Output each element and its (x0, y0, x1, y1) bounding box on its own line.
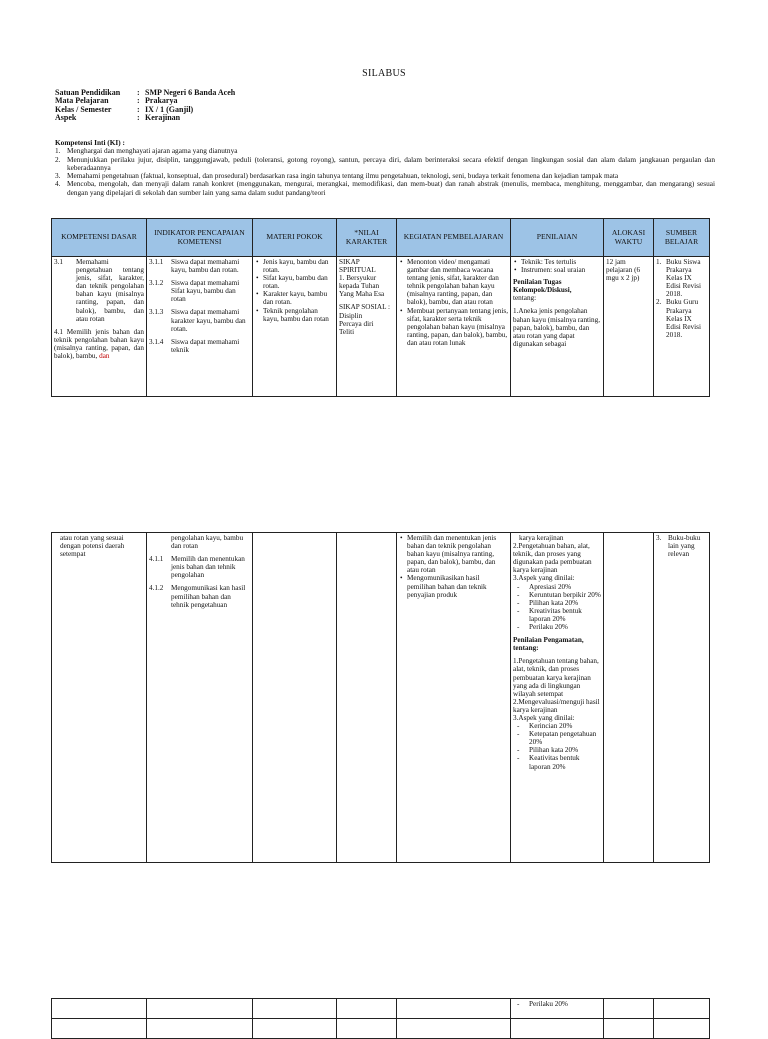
pengamatan-item-2: 2.Mengevaluasi/menguji hasil karya kerajinan (513, 697, 600, 714)
indikator-num: 3.1.4 (149, 337, 164, 346)
penilaian-item: • Teknik: Tes tertulis (521, 258, 601, 266)
sikap-sosial-head: SIKAP SOSIAL : (339, 303, 390, 312)
indikator-item (149, 279, 250, 303)
sumber-cell (654, 533, 710, 863)
kegiatan-item: • Memilih dan menentukan jenis bahan dan teknik pengolahan bahan kayu (misalnya ranting, papan, dan balok), bambu, dan atau rotan (407, 534, 508, 574)
ki-item (55, 156, 715, 173)
aspek-item: - Pilihan kata 20% (517, 598, 579, 607)
indikator-num: 3.1.2 (149, 279, 164, 288)
penilaian-item-3: 3.Aspek yang dinilai: (513, 574, 575, 583)
silabus-table-page-1 (51, 218, 710, 397)
sumber-text: Buku Siswa Prakarya Kelas IX Edisi Revisi 2018. (666, 258, 701, 299)
header-kompetensi-dasar: KOMPETENSI DASAR (52, 219, 147, 257)
sumber-text: Buku Guru Prakarya Kelas IX Edisi Revisi 2018. (666, 298, 701, 339)
indikator-text: Siswa dapat memahami teknik (171, 337, 240, 354)
sikap-spiritual-item: 1. Bersyukur kepada Tuhan Yang Maha Esa (339, 274, 385, 299)
info-value: Kerajinan (145, 113, 181, 123)
penilaian-pengamatan-heading: Penilaian Pengamatan, tentang: (513, 636, 584, 653)
aspek-item: - Pilihan kata 20% (517, 746, 579, 755)
info-row-aspek (55, 114, 235, 122)
header-indikator: INDIKATOR PENCAPAIAN KOMETENSI (147, 219, 253, 257)
kegiatan-list (399, 534, 508, 599)
ki-item (55, 180, 715, 197)
kd-cell (52, 257, 147, 397)
materi-cell (253, 257, 337, 397)
document-info (55, 89, 235, 123)
indikator-text: Siswa dapat memahami kayu, bambu dan rotan. (171, 258, 240, 275)
sumber-num: 3. (656, 534, 662, 542)
penilaian-cell (511, 999, 604, 1019)
materi-item: • Teknik pengolahan kayu, bambu dan rotan (263, 307, 334, 323)
ki-num: 3. (55, 171, 61, 181)
indikator-num: 4.1.1 (149, 555, 164, 564)
sumber-cell (654, 999, 710, 1019)
nilai-cell (337, 999, 397, 1019)
penilaian-continuation: karya kerajinan (519, 534, 564, 542)
info-colon: : (137, 113, 140, 123)
sikap-sosial-item: Teliti (339, 327, 355, 336)
table-header-row (52, 219, 710, 257)
materi-list (255, 258, 334, 323)
sumber-item (656, 534, 707, 558)
sumber-cell (654, 1019, 710, 1039)
kegiatan-item: • Membuat pertanyaan tentang jenis, sifat, karakter serta teknik pengolahan bahan kayu (misalnya ranting, papan, dan balok), bambu, dan atau rotan lunak (407, 307, 508, 347)
sumber-cell (654, 257, 710, 397)
indikator-cell (147, 1019, 253, 1039)
kd-continuation: atau rotan yang sesuai dengan potensi daerah setempat (60, 534, 125, 559)
header-sumber: SUMBER BELAJAR (654, 219, 710, 257)
kd-cell (52, 533, 147, 863)
penilaian-item: • Instrumen: soal uraian (521, 266, 601, 274)
aspek-item: - Apresiasi 20% (517, 582, 572, 591)
penilaian-list (513, 258, 601, 274)
page-title: SILABUS (362, 68, 406, 79)
kd-red-text: dan (99, 352, 110, 361)
indikator-num: 4.1.2 (149, 584, 164, 593)
info-label: Mata Pelajaran (55, 96, 109, 106)
header-alokasi: ALOKASI WAKTU (604, 219, 654, 257)
silabus-table-page-3 (51, 998, 710, 1039)
penilaian-item-1: 1.Aneka jenis pengolahan bahan kayu (misalnya ranting, papan, balok), bambu, dan atau rotan yang dapat digunakan sebagai (513, 307, 601, 348)
pengamatan-item-3: 3.Aspek yang dinilai: (513, 713, 575, 722)
kd-text: Memahami pengetahuan tentang jenis, sifat, karakter, dan teknik pengolahan bahan kayu (misalnya ranting, papan, dan balok), bambu, dan atau rotan (76, 258, 144, 323)
alokasi-cell (604, 257, 654, 397)
aspek-item: - Kerincian 20% (517, 722, 573, 731)
indikator-num: 3.1.1 (149, 258, 164, 266)
materi-item: • Karakter kayu, bambu dan rotan. (263, 290, 334, 306)
kegiatan-list (399, 258, 508, 347)
aspek-item: - Keativitas bentuk laporan 20% (517, 754, 580, 771)
indikator-num: 3.1.3 (149, 308, 164, 317)
kegiatan-cell (397, 999, 511, 1019)
aspek-item: - Perilaku 20% (517, 1000, 568, 1008)
indikator-cell (147, 999, 253, 1019)
sikap-spiritual-head: SIKAP SPIRITUAL (339, 258, 376, 275)
indikator-item (149, 338, 250, 354)
info-colon: : (137, 96, 140, 106)
nilai-cell (337, 533, 397, 863)
sikap-sosial-item: Disiplin (339, 311, 363, 320)
silabus-table-page-2 (51, 532, 710, 863)
kd-4-1 (54, 328, 144, 360)
info-value: SMP Negeri 6 Banda Aceh (145, 88, 236, 97)
header-kegiatan: KEGIATAN PEMBELAJARAN (397, 219, 511, 257)
indikator-item (149, 308, 250, 332)
kegiatan-item: • Mengomunikasikan hasil pemilihan bahan dan teknik penyajian produk (407, 574, 508, 598)
indikator-text: Siswa dapat memahami karakter kayu, bambu dan rotan. (171, 308, 246, 333)
aspek-item: - Ketepatan pengetahuan 20% (517, 730, 597, 747)
materi-cell (253, 1019, 337, 1039)
penilaian-cell (511, 1019, 604, 1039)
kd-num: 3.1 (54, 258, 63, 266)
kd-cell (52, 1019, 147, 1039)
sikap-sosial-item: Percaya diri (339, 319, 374, 328)
info-label: Aspek (55, 113, 77, 123)
table-row (52, 257, 710, 397)
kd-text: 4.1 Memilih jenis bahan dan teknik pengolahan bahan kayu (misalnya ranting, papan, dan balok), bambu, (54, 327, 144, 361)
table-row (52, 533, 710, 863)
kd-3-1 (54, 258, 144, 323)
kompetensi-inti (55, 139, 715, 197)
materi-item: • Sifat kayu, bambu dan rotan. (263, 274, 334, 290)
penilaian-cell (511, 257, 604, 397)
aspek-item: - Keruntutan berpikir 20% (517, 590, 601, 599)
indikator-continuation: pengolahan kayu, bambu dan rotan (171, 534, 244, 551)
materi-cell (253, 533, 337, 863)
info-colon: : (137, 104, 140, 114)
kegiatan-cell (397, 533, 511, 863)
indikator-item (149, 258, 250, 274)
indikator-text: Siswa dapat memahami Sifat kayu, bambu dan rotan (171, 279, 240, 304)
materi-cell (253, 999, 337, 1019)
ki-text: Menunjukkan perilaku jujur, disiplin, tanggungjawab, peduli (toleransi, gotong royong), santun, percaya diri, dalam berinteraksi secara efektif dengan lingkungan sosial dan alam dalam jangkauan pergaulan dan keberadaannya (67, 154, 715, 172)
sumber-item (656, 298, 707, 338)
penilaian-tentang: tentang: (513, 294, 537, 303)
indikator-item (149, 584, 250, 608)
ki-heading: Kompetensi Inti (KI) : (55, 138, 125, 147)
info-value: IX / 1 (Ganjil) (145, 104, 194, 114)
nilai-cell (337, 1019, 397, 1039)
info-label: Kelas / Semester (55, 104, 112, 114)
header-materi-pokok: MATERI POKOK (253, 219, 337, 257)
ki-text: Memahami pengetahuan (faktual, konseptual, dan prosedural) berdasarkan rasa ingin tahunya tentang ilmu pengetahuan, teknologi, seni, budaya terkait fenomena dan kejadian tampak mata (67, 171, 619, 181)
alokasi-cell (604, 533, 654, 863)
info-value: Prakarya (145, 96, 178, 106)
ki-num: 1. (55, 146, 61, 156)
kegiatan-cell (397, 1019, 511, 1039)
ki-num: 2. (55, 154, 61, 164)
sumber-item (656, 258, 707, 298)
header-penilaian: PENILAIAN (511, 219, 604, 257)
alokasi-cell (604, 1019, 654, 1039)
kegiatan-cell (397, 257, 511, 397)
table-row (52, 1019, 710, 1039)
sumber-num: 2. (656, 298, 662, 307)
pengamatan-item-1: 1.Pengetahuan tentang bahan, alat, teknik, dan proses pembuatan karya kerajinan yang ada di lingkungan wilayah setempat (513, 657, 599, 698)
materi-item: • Jenis kayu, bambu dan rotan. (263, 258, 334, 274)
indikator-cell (147, 257, 253, 397)
nilai-cell (337, 257, 397, 397)
kegiatan-item: • Menonton video/ mengamati gambar dan membaca wacana tentang jenis, sifat, karakter dan tehnik pengolahan bahan kayu (misalnya ranting, papan, dan balok), bambu, dan atau rotan (407, 258, 508, 307)
alokasi-cell (604, 999, 654, 1019)
kd-cell (52, 999, 147, 1019)
penilaian-cell (511, 533, 604, 863)
aspek-item: - Perilaku 20% (517, 623, 568, 632)
penilaian-item-2: 2.Pengetahuan bahan, alat, teknik, dan proses yang digunakan pada pembuatan karya kerajinan (513, 542, 592, 575)
ki-text: Mencoba, mengolah, dan menyaji dalam ranah konkret (menggunakan, mengurai, merangkai, memodifikasi, dan mem-buat) dan ranah abstrak (menulis, membaca, menghitung, menggambar, dan mengarang) sesuai dengan yang dipelajari di sekolah dan sumber lain yang sama dalam sudut pandang/teori (67, 179, 715, 197)
info-colon: : (137, 88, 140, 97)
info-label: Satuan Pendidikan (55, 88, 121, 97)
penilaian-tugas-heading: Penilaian Tugas Kelompok/Diskusi, (513, 278, 572, 295)
indikator-text: Mengomunikasi kan hasil pemilihan bahan dan tehnik pengetahuan (171, 584, 246, 609)
sumber-num: 1. (656, 258, 662, 266)
header-nilai-karakter: *NILAI KARAKTER (337, 219, 397, 257)
ki-num: 4. (55, 179, 61, 189)
sumber-text: Buku-buku lain yang relevan (668, 534, 701, 559)
indikator-cell (147, 533, 253, 863)
table-row (52, 999, 710, 1019)
indikator-item (149, 555, 250, 579)
indikator-text: Memilih dan menentukan jenis bahan dan tehnik pengolahan (171, 555, 245, 580)
aspek-item: - Kreativitas bentuk laporan 20% (517, 606, 582, 623)
alokasi-waktu: 12 jam pelajaran (6 mgu x 2 jp) (606, 258, 641, 283)
ki-text: Menghargai dan menghayati ajaran agama yang dianutnya (67, 146, 238, 156)
